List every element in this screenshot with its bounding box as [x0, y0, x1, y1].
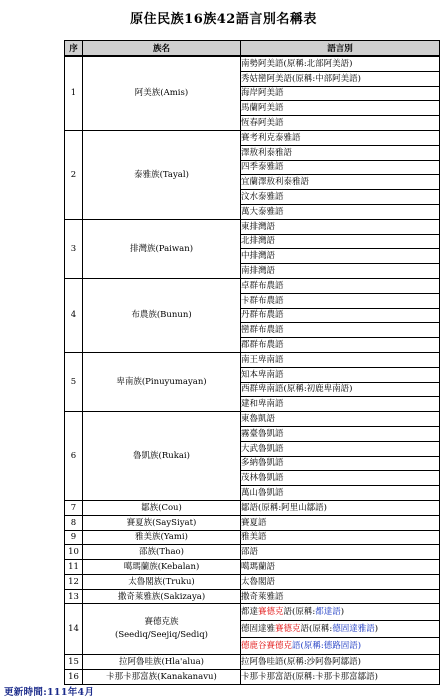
language-name: 四季泰雅語	[241, 160, 440, 175]
row-number: 13	[65, 589, 83, 604]
language-name: 中排灣語	[241, 249, 440, 264]
language-name: 鄒語(原稱:阿里山鄒語)	[241, 500, 440, 515]
language-name: 多納魯凱語	[241, 456, 440, 471]
language-part-note: 德路固語	[323, 641, 358, 652]
language-name: 南王卑南語	[241, 352, 440, 367]
language-name: 南勢阿美語(原稱:北部阿美語)	[241, 56, 440, 71]
language-part-post: 語(原稱:	[292, 641, 324, 652]
table-row	[65, 574, 440, 589]
row-number: 5	[65, 352, 83, 411]
update-time: 更新時間:111年4月	[4, 687, 95, 698]
language-name: 知本卑南語	[241, 367, 440, 382]
language-name: 噶瑪蘭語	[241, 560, 440, 575]
table-row	[65, 670, 440, 685]
tribe-name: 雅美族(Yami)	[83, 530, 241, 545]
language-name: 卡那卡那富語(原稱:卡那卡那富鄒語)	[241, 670, 440, 685]
language-name: 宜蘭澤敖利泰雅語	[241, 175, 440, 190]
language-name: 卡群布農語	[241, 293, 440, 308]
tribe-name: 賽夏族(SaySiyat)	[83, 515, 241, 530]
table-header-row	[65, 41, 440, 57]
language-name: 賽考利克泰雅語	[241, 130, 440, 145]
tribe-name: 魯凱族(Rukai)	[83, 412, 241, 501]
table-row	[65, 412, 440, 427]
language-part-post: 語(原稱:	[300, 624, 333, 635]
header-tribe: 族名	[83, 41, 241, 57]
language-part-hl: 賽德克	[266, 641, 293, 652]
tribe-name-line1: 賽德克族	[144, 617, 179, 628]
language-part-post: 語(原稱:	[283, 607, 316, 618]
table-row	[65, 589, 440, 604]
table-row	[65, 530, 440, 545]
row-number: 14	[65, 604, 83, 655]
table-row	[65, 56, 440, 71]
page-title: 原住民族16族42語言別名稱表	[130, 12, 317, 27]
row-number: 3	[65, 219, 83, 278]
language-name: 建和卑南語	[241, 397, 440, 412]
header-language: 語言別	[241, 41, 440, 57]
language-name: 卓群布農語	[241, 278, 440, 293]
language-name: 萬大泰雅語	[241, 204, 440, 219]
row-number: 16	[65, 670, 83, 685]
tribe-name: 噶瑪蘭族(Kebalan)	[83, 560, 241, 575]
row-number: 10	[65, 545, 83, 560]
language-name: 拉阿魯哇語(原稱:沙阿魯阿鄒語)	[241, 655, 440, 670]
language-part-pre: 都達	[241, 607, 259, 618]
language-name: 丹群布農語	[241, 308, 440, 323]
row-number: 8	[65, 515, 83, 530]
language-part-hl: 賽德克	[258, 607, 284, 618]
tribe-name: 卡那卡那富族(Kanakanavu)	[83, 670, 241, 685]
tribe-name: 太魯閣族(Truku)	[83, 574, 241, 589]
language-part-hl: 賽德克	[275, 624, 301, 635]
table-row	[65, 545, 440, 560]
tribe-name: 鄒族(Cou)	[83, 500, 241, 515]
tribe-name: 泰雅族(Tayal)	[83, 130, 241, 219]
language-name	[241, 638, 440, 655]
language-name: 萬山魯凱語	[241, 486, 440, 501]
row-number: 15	[65, 655, 83, 670]
row-number: 4	[65, 278, 83, 352]
language-name: 太魯閣語	[241, 574, 440, 589]
language-name: 南排灣語	[241, 264, 440, 279]
tribe-name: 邵族(Thao)	[83, 545, 241, 560]
language-table	[64, 40, 440, 685]
header-no: 序	[65, 41, 83, 57]
language-name: 西群卑南語(原稱:初鹿卑南語)	[241, 382, 440, 397]
language-name: 大武魯凱語	[241, 441, 440, 456]
language-name: 邵語	[241, 545, 440, 560]
tribe-name: 布農族(Bunun)	[83, 278, 241, 352]
tribe-name	[83, 604, 241, 655]
language-name: 海岸阿美語	[241, 86, 440, 101]
language-part-note: 德固達雅語	[332, 624, 375, 635]
language-name: 霧臺魯凱語	[241, 426, 440, 441]
language-name: 郡群布農語	[241, 338, 440, 353]
table-row	[65, 219, 440, 234]
table-row	[65, 130, 440, 145]
table-row	[65, 560, 440, 575]
language-name: 汶水泰雅語	[241, 190, 440, 205]
language-part-end: )	[357, 641, 362, 652]
table-row	[65, 515, 440, 530]
language-name: 恆春阿美語	[241, 116, 440, 131]
language-name: 雅美語	[241, 530, 440, 545]
row-number: 7	[65, 500, 83, 515]
table-row	[65, 500, 440, 515]
row-number: 9	[65, 530, 83, 545]
language-name: 東排灣語	[241, 219, 440, 234]
table-row	[65, 352, 440, 367]
language-name: 茂林魯凱語	[241, 471, 440, 486]
language-name: 澤敖利泰雅語	[241, 145, 440, 160]
language-name: 馬蘭阿美語	[241, 101, 440, 116]
tribe-name: 排灣族(Paiwan)	[83, 219, 241, 278]
language-name: 秀姑巒阿美語(原稱:中部阿美語)	[241, 71, 440, 86]
tribe-name: 卑南族(Pinuyumayan)	[83, 352, 241, 411]
table-row	[65, 604, 440, 621]
language-part-end: )	[340, 607, 345, 618]
table-row	[65, 655, 440, 670]
tribe-name: 阿美族(Amis)	[83, 56, 241, 130]
language-name: 撒奇萊雅語	[241, 589, 440, 604]
tribe-name: 撒奇萊雅族(Sakizaya)	[83, 589, 241, 604]
row-number: 6	[65, 412, 83, 501]
language-name	[241, 621, 440, 638]
row-number: 11	[65, 560, 83, 575]
language-name: 巒群布農語	[241, 323, 440, 338]
tribe-name-line2: (Seediq/Seejiq/Sediq)	[115, 630, 208, 641]
language-part-note: 都達語	[315, 607, 341, 618]
tribe-name: 拉阿魯哇族(Hla'alua)	[83, 655, 241, 670]
language-part-pre: 德固達雅	[241, 624, 276, 635]
language-part-pre: 德鹿谷	[241, 641, 267, 652]
language-part-end: )	[374, 624, 379, 635]
row-number: 12	[65, 574, 83, 589]
language-name: 東魯凱語	[241, 412, 440, 427]
language-name: 北排灣語	[241, 234, 440, 249]
language-name: 賽夏語	[241, 515, 440, 530]
row-number: 1	[65, 56, 83, 130]
row-number: 2	[65, 130, 83, 219]
table-body	[65, 56, 440, 685]
table-row	[65, 278, 440, 293]
language-name	[241, 604, 440, 621]
